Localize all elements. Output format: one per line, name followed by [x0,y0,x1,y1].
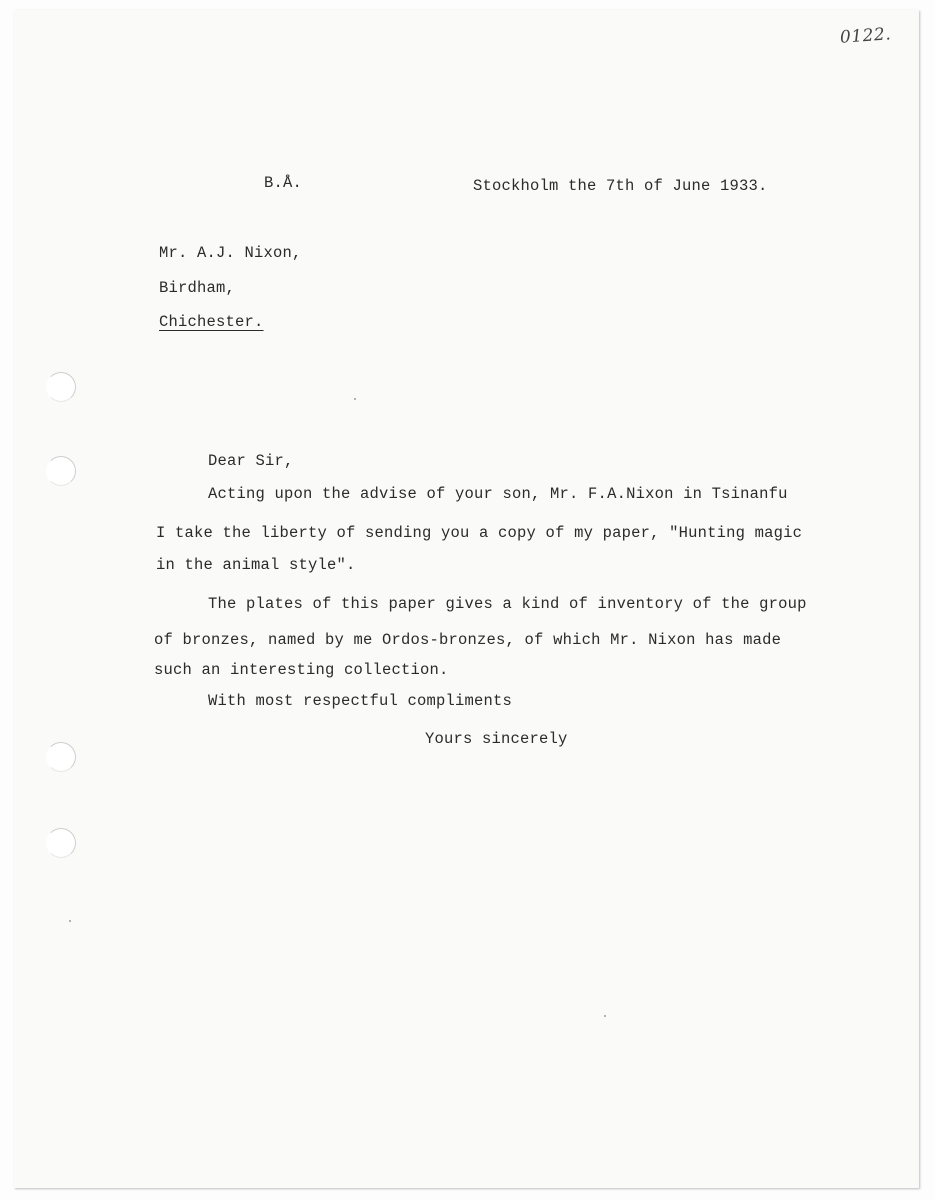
scan-speck [69,920,71,922]
closing: Yours sincerely [425,730,568,748]
scan-speck [604,1015,606,1017]
paragraph-1-line-2: I take the liberty of sending you a copy of my paper, "Hunting magic [156,524,803,542]
paragraph-2-line-2: of bronzes, named by me Ordos-bronzes, of which Mr. Nixon has made [154,631,782,649]
punch-hole [46,742,76,772]
paragraph-1-line-3: in the animal style". [156,556,356,574]
paragraph-1-line-1: Acting upon the advise of your son, Mr. F.A.Nixon in Tsinanfu [208,485,788,503]
paragraph-2-line-3: such an interesting collection. [154,661,449,679]
scan-speck [354,398,356,400]
punch-hole [46,372,76,402]
paragraph-2-line-1: The plates of this paper gives a kind of inventory of the group [208,595,807,613]
salutation: Dear Sir, [208,452,294,470]
recipient-city: Chichester. [159,313,264,331]
sender-initials: B.Å. [264,174,303,192]
compliments-line: With most respectful compliments [208,692,513,710]
punch-hole [46,456,76,486]
place-and-date: Stockholm the 7th of June 1933. [473,177,768,195]
punch-hole [46,828,76,858]
archive-number: 0122. [839,24,892,48]
recipient-name: Mr. A.J. Nixon, [159,244,302,262]
recipient-address-line: Birdham, [159,279,236,297]
letter-page [14,10,919,1188]
